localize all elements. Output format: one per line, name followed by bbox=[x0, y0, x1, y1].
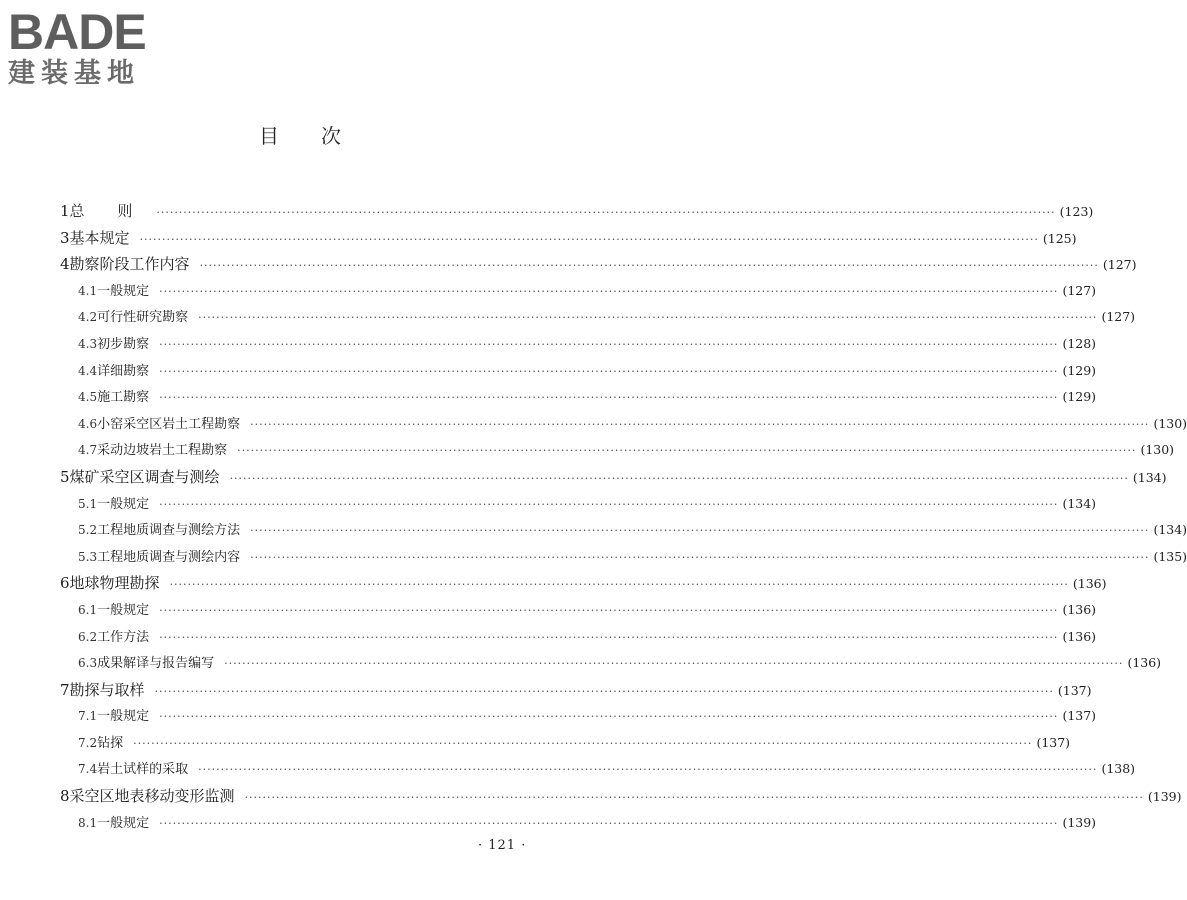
toc-entry-page: (136) bbox=[1062, 628, 1097, 644]
toc-entry-title: 一般规定 bbox=[97, 815, 150, 831]
toc-entry-number: 4.5 bbox=[78, 390, 98, 405]
toc-entry-number: 5 bbox=[60, 467, 70, 486]
toc-entry-page: (136) bbox=[1072, 576, 1107, 592]
toc-entry-number: 6.3 bbox=[78, 656, 98, 671]
toc-entry[interactable] bbox=[60, 652, 1162, 679]
toc-entry[interactable] bbox=[60, 758, 1136, 785]
toc-entry[interactable] bbox=[60, 705, 1097, 732]
toc-entry[interactable] bbox=[60, 280, 1097, 307]
toc-leader-dots: ········································································································································································································ bbox=[133, 736, 1033, 750]
toc-entry[interactable] bbox=[60, 572, 1107, 599]
toc-entry-title: 总 则 bbox=[69, 202, 147, 220]
page-number: · 121 · bbox=[478, 838, 527, 853]
toc-leader-dots: ········································································································································································································ bbox=[224, 657, 1124, 671]
toc-entry[interactable] bbox=[60, 439, 1175, 466]
toc-entry-page: (123) bbox=[1059, 204, 1094, 219]
toc-entry[interactable] bbox=[60, 306, 1136, 333]
toc-leader-dots: ········································································································································································································ bbox=[250, 550, 1150, 564]
toc-entry[interactable] bbox=[60, 386, 1097, 413]
toc-entry-title: 工作方法 bbox=[97, 629, 150, 645]
toc-entry-title: 勘察阶段工作内容 bbox=[69, 255, 190, 274]
toc-entry-number: 8 bbox=[60, 787, 70, 806]
toc-entry-number: 5.2 bbox=[78, 523, 98, 538]
toc-leader-dots: ········································································································································································································ bbox=[139, 232, 1039, 246]
toc-entry-number: 4.7 bbox=[78, 443, 98, 458]
toc-entry-title: 一般规定 bbox=[97, 709, 150, 725]
toc-entry[interactable] bbox=[60, 812, 1097, 839]
toc-entry-number: 7.2 bbox=[78, 735, 98, 750]
toc-entry-number: 6.1 bbox=[78, 602, 98, 617]
toc-entry-number: 6 bbox=[60, 574, 70, 593]
toc-entry-title: 采空区地表移动变形监测 bbox=[69, 787, 235, 806]
toc-leader-dots: ········································································································································································································ bbox=[159, 710, 1059, 724]
page-title: 目次 bbox=[259, 124, 383, 148]
toc-entry-title: 工程地质调查与测绘方法 bbox=[97, 523, 241, 539]
toc-entry-page: (125) bbox=[1042, 230, 1077, 246]
toc-entry-page: (137) bbox=[1057, 682, 1092, 698]
toc-entry[interactable] bbox=[60, 599, 1097, 626]
toc-leader-dots: ········································································································································································································ bbox=[159, 364, 1059, 378]
toc-leader-dots: ········································································································································································································ bbox=[159, 391, 1059, 405]
toc-leader-dots: ········································································································································································································ bbox=[159, 497, 1059, 511]
logo-brand-text: BADE bbox=[8, 4, 146, 60]
toc-entry[interactable] bbox=[60, 200, 1094, 227]
toc-leader-dots: ········································································································································································································ bbox=[250, 524, 1150, 538]
table-of-contents bbox=[60, 200, 1187, 838]
toc-leader-dots: ········································································································································································································ bbox=[159, 630, 1059, 644]
toc-entry-number: 4.2 bbox=[78, 310, 98, 325]
toc-entry-title: 钻探 bbox=[97, 735, 124, 751]
toc-entry-title: 可行性研究勘察 bbox=[97, 310, 189, 326]
toc-leader-dots: ········································································································································································································ bbox=[156, 206, 1056, 219]
toc-entry-number: 5.1 bbox=[78, 496, 98, 511]
logo-brand bbox=[8, 6, 178, 58]
toc-entry-page: (130) bbox=[1153, 415, 1187, 431]
toc-leader-dots: ········································································································································································································ bbox=[159, 337, 1059, 351]
toc-entry-page: (130) bbox=[1140, 442, 1175, 458]
toc-entry-title: 基本规定 bbox=[69, 228, 130, 247]
toc-leader-dots: ········································································································································································································ bbox=[250, 417, 1150, 431]
logo-subtitle: 建装基地 bbox=[8, 58, 140, 89]
toc-entry-page: (138) bbox=[1101, 761, 1136, 777]
toc-entry[interactable] bbox=[60, 227, 1077, 254]
toc-leader-dots: ········································································································································································································ bbox=[169, 578, 1069, 592]
toc-entry[interactable] bbox=[60, 493, 1097, 520]
toc-entry[interactable] bbox=[60, 679, 1092, 706]
toc-entry-title: 施工勘察 bbox=[97, 390, 150, 406]
toc-entry-page: (139) bbox=[1147, 789, 1182, 805]
toc-entry-number: 4.1 bbox=[78, 283, 98, 298]
toc-entry-number: 4.4 bbox=[78, 363, 98, 378]
bade-logo bbox=[8, 6, 178, 90]
toc-entry-page: (129) bbox=[1062, 389, 1097, 405]
toc-entry-page: (127) bbox=[1062, 282, 1097, 298]
toc-entry-number: 4.3 bbox=[78, 336, 98, 351]
toc-entry-number: 4 bbox=[60, 255, 70, 274]
toc-entry-title: 工程地质调查与测绘内容 bbox=[97, 549, 241, 565]
toc-entry-number: 8.1 bbox=[78, 815, 98, 830]
toc-entry-title: 勘探与取样 bbox=[69, 680, 145, 699]
toc-entry-number: 1 bbox=[60, 202, 70, 220]
toc-entry[interactable] bbox=[60, 785, 1182, 812]
toc-entry[interactable] bbox=[60, 413, 1187, 440]
toc-entry-title: 采动边坡岩土工程勘察 bbox=[97, 443, 228, 459]
toc-entry-page: (134) bbox=[1062, 495, 1097, 511]
toc-entry-page: (137) bbox=[1036, 734, 1071, 750]
toc-leader-dots: ········································································································································································································ bbox=[159, 603, 1059, 617]
toc-entry[interactable] bbox=[60, 519, 1187, 546]
toc-entry-title: 详细勘察 bbox=[97, 363, 150, 379]
toc-entry-number: 7.1 bbox=[78, 709, 98, 724]
toc-entry[interactable] bbox=[60, 253, 1137, 280]
toc-entry-page: (139) bbox=[1062, 814, 1097, 830]
toc-entry-page: (134) bbox=[1153, 522, 1187, 538]
toc-entry-page: (136) bbox=[1127, 655, 1162, 671]
toc-entry-page: (136) bbox=[1062, 601, 1097, 617]
toc-entry-number: 5.3 bbox=[78, 549, 98, 564]
toc-entry[interactable] bbox=[60, 732, 1071, 759]
toc-entry-page: (129) bbox=[1062, 362, 1097, 378]
toc-entry-page: (128) bbox=[1062, 335, 1097, 351]
toc-entry-page: (134) bbox=[1132, 469, 1167, 485]
toc-entry-title: 一般规定 bbox=[97, 283, 150, 299]
toc-entry-title: 一般规定 bbox=[97, 602, 150, 618]
toc-leader-dots: ········································································································································································································ bbox=[198, 311, 1098, 325]
toc-entry-number: 4.6 bbox=[78, 416, 98, 431]
toc-entry-title: 一般规定 bbox=[97, 496, 150, 512]
toc-leader-dots: ········································································································································································································ bbox=[154, 684, 1054, 698]
toc-entry-title: 地球物理勘探 bbox=[69, 574, 160, 593]
toc-leader-dots: ········································································································································································································ bbox=[159, 284, 1059, 298]
toc-entry[interactable] bbox=[60, 360, 1097, 387]
toc-entry-title: 初步勘察 bbox=[97, 336, 150, 352]
toc-leader-dots: ········································································································································································································ bbox=[159, 816, 1059, 830]
toc-entry-number: 6.2 bbox=[78, 629, 98, 644]
toc-entry-number: 7.4 bbox=[78, 762, 98, 777]
toc-entry[interactable] bbox=[60, 333, 1097, 360]
toc-entry-number: 3 bbox=[60, 228, 70, 247]
toc-entry[interactable] bbox=[60, 466, 1167, 493]
toc-entry-page: (135) bbox=[1153, 548, 1187, 564]
toc-entry-title: 岩土试样的采取 bbox=[97, 762, 189, 778]
toc-entry-title: 小窑采空区岩土工程勘察 bbox=[97, 416, 241, 432]
toc-entry[interactable] bbox=[60, 626, 1097, 653]
toc-leader-dots: ········································································································································································································ bbox=[244, 791, 1144, 805]
toc-entry-number: 7 bbox=[60, 680, 70, 699]
toc-entry-page: (137) bbox=[1062, 708, 1097, 724]
toc-entry-page: (127) bbox=[1102, 257, 1137, 273]
toc-entry[interactable] bbox=[60, 546, 1187, 573]
toc-leader-dots: ········································································································································································································ bbox=[237, 444, 1137, 458]
toc-leader-dots: ········································································································································································································ bbox=[229, 471, 1129, 485]
toc-entry-title: 煤矿采空区调查与测绘 bbox=[69, 467, 220, 486]
toc-entry-page: (127) bbox=[1101, 309, 1136, 325]
toc-leader-dots: ········································································································································································································ bbox=[199, 259, 1099, 273]
toc-leader-dots: ········································································································································································································ bbox=[198, 763, 1098, 777]
toc-entry-title: 成果解译与报告编写 bbox=[97, 656, 215, 672]
